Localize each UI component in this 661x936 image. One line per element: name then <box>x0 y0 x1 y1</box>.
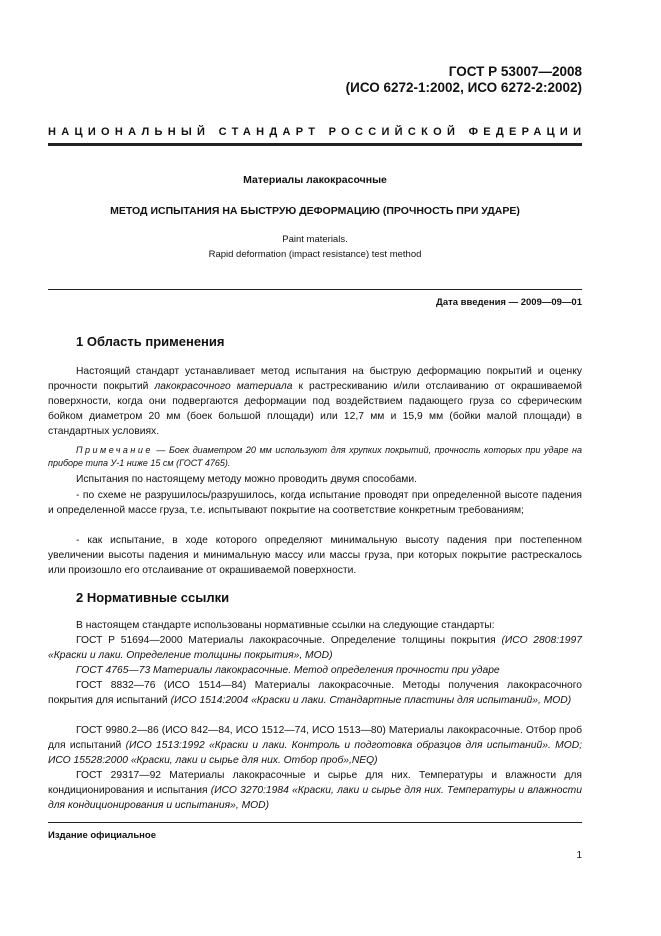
note-text: — Боек диаметром 20 мм используют для хрупких покрытий, прочность которых при ударе на приборе типа У-1 ниже 15 см (ГОСТ 4765). <box>48 445 582 468</box>
english-title-line2: Rapid deformation (impact resistance) test method <box>208 249 422 260</box>
iso-numbers: (ИСО 6272-1:2002, ИСО 6272-2:2002) <box>345 80 582 95</box>
document-title: Материалы лакокрасочные <box>243 174 387 186</box>
edition-label: Издание официальное <box>48 830 156 841</box>
page-number: 1 <box>576 850 582 861</box>
national-standard-banner: НАЦИОНАЛЬНЫЙ СТАНДАРТ РОССИЙСКОЙ ФЕДЕРАЦИИ <box>48 126 587 138</box>
ref5-text: ГОСТ 29317—92 Материалы лакокрасочные и сырье для них. Температуры и влажности для кондиционирования и испытания <box>48 770 582 796</box>
section-1-paragraph-2: Испытания по настоящему методу можно проводить двумя способами. <box>76 474 417 485</box>
reference-1 <box>48 633 582 663</box>
note-label: Примечание <box>76 445 153 455</box>
intro-rule <box>48 289 582 290</box>
english-title <box>48 232 582 262</box>
ref1-italic: (ИСО 2808:1997 «Краски и лаки. Определение толщины покрытия», MOD) <box>48 635 582 661</box>
gost-number: ГОСТ Р 53007—2008 <box>448 64 582 79</box>
ref1-text: ГОСТ Р 51694—2000 Материалы лакокрасочные. Определение толщины покрытия <box>76 635 502 646</box>
ref4-text: ГОСТ 9980.2—86 (ИСО 842—84, ИСО 1512—74, ИСО 1513—80) Материалы лакокрасочные. Отбор проб для испытаний <box>48 725 582 751</box>
reference-5 <box>48 768 582 813</box>
s1p1-text-a: Настоящий стандарт устанавливает метод испытания на быструю деформацию покрытий и оценку прочности покрытий <box>48 366 582 392</box>
section-1-paragraph-4: - как испытание, в ходе которого определяют минимальную высоту падения при постепенном увеличении высоты падения и минимальную массу или массы груза, при которых покрытие растрескалось или произошло его отслаивание от окрашиваемой поверхности. <box>48 535 582 576</box>
reference-2 <box>48 663 582 678</box>
ref5-italic: (ИСО 3270:1984 «Краски, лаки и сырье для них. Температуры и влажности для кондиционирования и испытания», MOD) <box>48 785 582 811</box>
section-1-note <box>48 444 582 470</box>
s1p1-italic: лакокрасочного материала <box>154 381 293 392</box>
ref3-text: ГОСТ 8832—76 (ИСО 1514—84) Материалы лакокрасочные. Методы получения лакокрасочного покрытия для испытаний <box>48 680 582 706</box>
intro-date: Дата введения — 2009—09—01 <box>436 297 582 308</box>
document-method-title: МЕТОД ИСПЫТАНИЯ НА БЫСТРУЮ ДЕФОРМАЦИЮ (ПРОЧНОСТЬ ПРИ УДАРЕ) <box>110 205 520 217</box>
ref2-italic: ГОСТ 4765—73 Материалы лакокрасочные. Метод определения прочности при ударе <box>76 665 500 676</box>
ref3-italic: (ИСО 1514:2004 «Краски и лаки. Стандартные пластины для испытаний», MOD) <box>170 695 572 706</box>
header-rule-top <box>48 144 582 146</box>
document-header <box>346 64 582 96</box>
section-1-paragraph-1 <box>48 364 582 439</box>
s1p1-text-b: к растрескиванию и/или отслаиванию от окрашиваемой поверхности, когда они подвергаются деформации под воздействием падающего груза со сферическим бойком диаметром 20 мм (боек большой площади) или 12,7 мм и 15,9 мм (бойки малой площади) в стандартных условиях. <box>48 381 582 437</box>
section-2-paragraph-1: В настоящем стандарте использованы нормативные ссылки на следующие стандарты: <box>76 620 495 631</box>
ref4-italic: (ИСО 1513:1992 «Краски и лаки. Контроль и подготовка образцов для испытаний». MOD; ИСО 15528:2000 «Краски, лаки и сырье для них. Отбор проб»,NEQ) <box>48 740 582 766</box>
reference-3 <box>48 678 582 708</box>
reference-4 <box>48 723 582 768</box>
english-title-line1: Paint materials. <box>282 234 348 245</box>
header-rule-bottom <box>48 143 582 144</box>
footer-rule <box>48 822 582 823</box>
section-2-heading: 2 Нормативные ссылки <box>76 590 230 605</box>
section-1-paragraph-3: - по схеме не разрушилось/разрушилось, когда испытание проводят при определенной высоте падения и определенной массе груза, т.е. испытывают покрытие на соответствие конкретным требованиям; <box>48 490 582 516</box>
section-1-heading: 1 Область применения <box>76 334 225 349</box>
